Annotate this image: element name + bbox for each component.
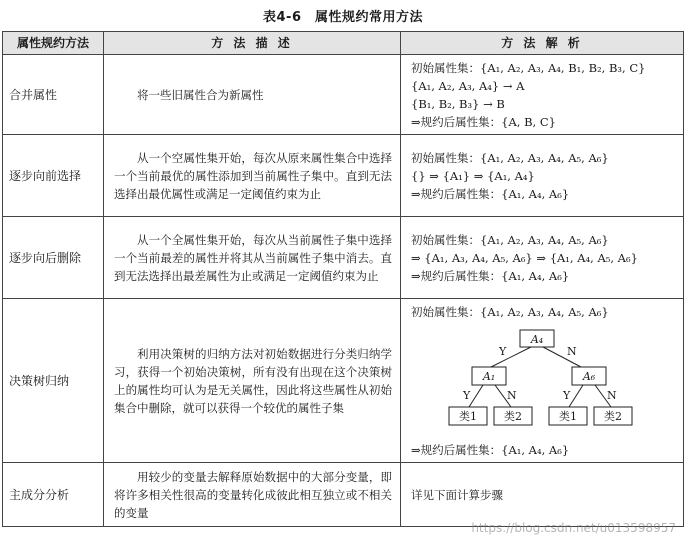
method-backward: 逐步向后删除 (3, 217, 104, 299)
row-forward (3, 135, 684, 217)
tree-edge (491, 344, 531, 367)
tree-node-right-label: A₆ (582, 369, 596, 383)
analysis-line: 详见下面计算步骤 (411, 487, 503, 502)
edge-label-yes: Y (463, 388, 471, 402)
edge-label-yes: Y (499, 344, 507, 358)
decision-tree-svg (411, 321, 651, 441)
header-row (3, 32, 684, 55)
desc-tree: 利用决策树的归纳方法对初始数据进行分类归纳学习，获得一个初始决策树，所有没有出现在这个决策树上的属性均可认为是无关属性，因此将这些属性从初始集合中删除，就可以获得一个较优的属性子集 (104, 299, 401, 463)
desc-merge: 将一些旧属性合为新属性 (104, 55, 401, 135)
tree-node-root-label: A₄ (530, 332, 544, 346)
analysis-forward (401, 135, 684, 217)
tree-edge (569, 385, 583, 407)
attribute-reduction-table (2, 31, 684, 527)
desc-pca: 用较少的变量去解释原始数据中的大部分变量，即将许多相关性很高的变量转化成彼此相互独立或不相关的变量 (104, 463, 401, 527)
tree-node-left-label: A₁ (482, 369, 496, 383)
analysis-line: ⇒规约后属性集：{A₁, A₄, A₆} (411, 186, 570, 201)
row-tree (3, 299, 684, 463)
edge-label-no: N (567, 344, 577, 358)
analysis-line: 初始属性集：{A₁, A₂, A₃, A₄, B₁, B₂, B₃, C} (411, 60, 646, 75)
analysis-backward (401, 217, 684, 299)
method-merge: 合并属性 (3, 55, 104, 135)
watermark: https://blog.csdn.net/u013598957 (471, 521, 676, 535)
method-tree: 决策树归纳 (3, 299, 104, 463)
analysis-line: ⇒规约后属性集：{A, B, C} (411, 114, 556, 129)
analysis-line: ⇒规约后属性集：{A₁, A₄, A₆} (411, 442, 570, 457)
header-analysis: 方 法 解 析 (401, 32, 684, 55)
analysis-line: {B₁, B₂, B₃} → B (411, 96, 505, 111)
row-pca (3, 463, 684, 527)
header-method: 属性规约方法 (3, 32, 104, 55)
tree-edge (469, 385, 483, 407)
analysis-line: 初始属性集：{A₁, A₂, A₃, A₄, A₅, A₆} (411, 232, 609, 247)
analysis-tree (401, 299, 684, 463)
edge-label-no: N (507, 388, 517, 402)
analysis-line: 初始属性集：{A₁, A₂, A₃, A₄, A₅, A₆} (411, 304, 609, 319)
analysis-line: {A₁, A₂, A₃, A₄} → A (411, 78, 525, 93)
table-title: 表4-6 属性规约常用方法 (263, 10, 423, 25)
tree-leaf-label: 类2 (604, 409, 622, 423)
tree-leaf-label: 类1 (559, 409, 577, 423)
row-merge (3, 55, 684, 135)
analysis-pca (401, 463, 684, 527)
header-description: 方 法 描 述 (104, 32, 401, 55)
row-backward (3, 217, 684, 299)
analysis-line: 初始属性集：{A₁, A₂, A₃, A₄, A₅, A₆} (411, 150, 609, 165)
decision-tree-diagram (411, 321, 651, 441)
method-forward: 逐步向前选择 (3, 135, 104, 217)
desc-forward: 从一个空属性集开始，每次从原来属性集合中选择一个当前最优的属性添加到当前属性子集中。直到无法选择出最优属性或满足一定阈值约束为止 (104, 135, 401, 217)
analysis-line: ⇒ {A₁, A₃, A₄, A₅, A₆} ⇒ {A₁, A₄, A₅, A₆} (411, 250, 638, 265)
desc-backward: 从一个全属性集开始，每次从当前属性子集中选择一个当前最差的属性并将其从当前属性子集中消去。直到无法选择出最差属性为止或满足一定阈值约束为止 (104, 217, 401, 299)
analysis-line: {} ⇒ {A₁} ⇒ {A₁, A₄} (411, 168, 535, 183)
edge-label-yes: Y (563, 388, 571, 402)
analysis-line: ⇒规约后属性集：{A₁, A₄, A₆} (411, 268, 570, 283)
method-pca: 主成分分析 (3, 463, 104, 527)
analysis-merge (401, 55, 684, 135)
tree-leaf-label: 类1 (459, 409, 477, 423)
edge-label-no: N (607, 388, 617, 402)
tree-leaf-label: 类2 (504, 409, 522, 423)
